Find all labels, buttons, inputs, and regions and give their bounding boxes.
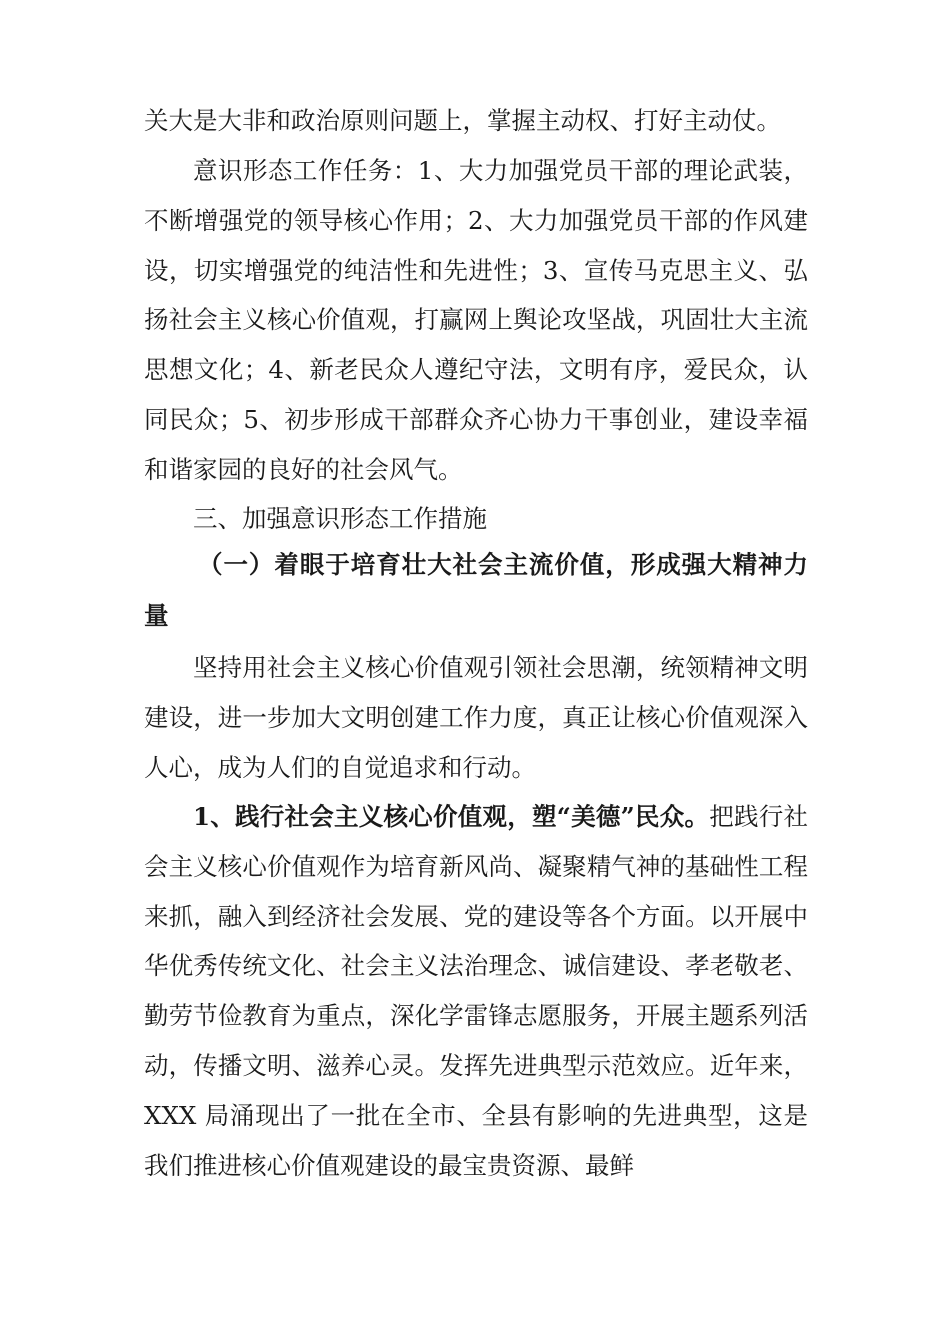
section-heading-3: 三、加强意识形态工作措施	[193, 504, 487, 533]
paragraph-practice-block	[144, 792, 808, 1190]
paragraph-practice-lead: 1、践行社会主义核心价值观，塑“美德”民众。	[193, 802, 710, 831]
paragraph-practice	[144, 792, 808, 1190]
subsection-heading-block	[144, 539, 808, 641]
paragraph-1: 关大是大非和政治原则问题上，掌握主动权、打好主动仗。	[144, 106, 781, 135]
paragraph-tasks: 意识形态工作任务：1、大力加强党员干部的理论武装，不断增强党的领导核心作用；2、大力加强党员干部的作风建设，切实增强党的纯洁性和先进性；3、宣传马克思主义、弘扬社会主义核心价值观，打赢网上舆论攻坚战，巩固壮大主流思想文化；4、新老民众人遵纪守法，文明有序，爱民众，认同民众；5、初步形成干部群众齐心协力干事创业，建设幸福和谐家园的良好的社会风气。	[144, 156, 808, 484]
paragraph-values: 坚持用社会主义核心价值观引领社会思潮，统领精神文明建设，进一步加大文明创建工作力度，真正让核心价值观深入人心，成为人们的自觉追求和行动。	[144, 653, 808, 782]
paragraph-practice-body: 把践行社会主义核心价值观作为培育新风尚、凝聚精气神的基础性工程来抓，融入到经济社会发展、党的建设等各个方面。以开展中华优秀传统文化、社会主义法治理念、诚信建设、孝老敬老、勤劳节俭教育为重点，深化学雷锋志愿服务，开展主题系列活动，传播文明、滋养心灵。发挥先进典型示范效应。近年来，XXX 局涌现出了一批在全市、全县有影响的先进典型，这是我们推进核心价值观建设的最宝贵资源、最鲜	[144, 802, 809, 1180]
paragraph-values-block	[144, 643, 808, 792]
paragraph-tasks-block	[144, 146, 808, 495]
section-heading-block	[144, 494, 808, 544]
subsection-heading-1: （一）着眼于培育壮大社会主流价值，形成强大精神力量	[144, 550, 808, 630]
paragraph-continuation	[144, 96, 808, 146]
